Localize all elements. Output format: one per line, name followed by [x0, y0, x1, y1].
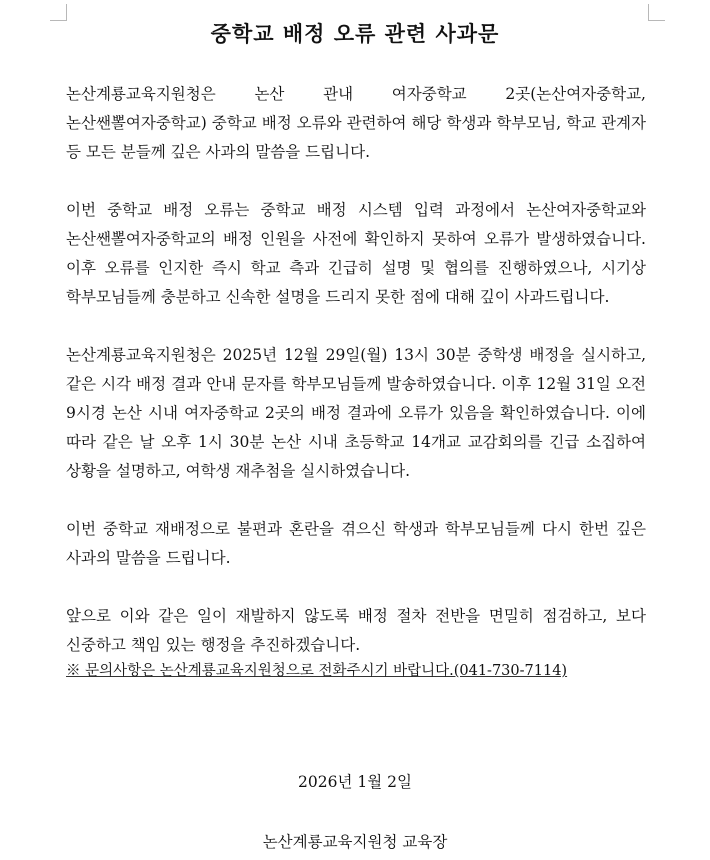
paragraph-timeline: 논산계룡교육지원청은 2025년 12월 29일(월) 13시 30분 중학생 배정을 실시하고, 같은 시각 배정 결과 안내 문자를 학부모님들께 발송하였습니다. 이후 12월 31일 오전 9시경 논산 시내 여자중학교 2곳의 배정 결과에 오류가 있음을 확인하였습니다. 이에 따라 같은 날 오후 1시 30분 논산 시내 초등학교 14개교 교감회의를 긴급 소집하여 상황을 설명하고, 여학생 재추첨을 실시하였습니다. [66, 346, 646, 480]
document-date: 2026년 1월 2일 [298, 773, 412, 791]
contact-notice: ※ 문의사항은 논산계룡교육지원청으로 전화주시기 바랍니다.(041-730-7114) [66, 663, 568, 679]
paragraph-apology-intro: 논산계룡교육지원청은 논산 관내 여자중학교 2곳(논산여자중학교, 논산쌘뽈여자중학교) 중학교 배정 오류와 관련하여 해당 학생과 학부모님, 학교 관계자 등 모든 분들께 깊은 사과의 말씀을 드립니다. [66, 85, 646, 161]
paragraph-reassignment-apology: 이번 중학교 재배정으로 불편과 혼란을 겪으신 학생과 학부모님들께 다시 한번 깊은 사과의 말씀을 드립니다. [66, 520, 646, 567]
issuer-signature: 논산계룡교육지원청 교육장 [262, 833, 448, 851]
paragraph-error-cause: 이번 중학교 배정 오류는 중학교 배정 시스템 입력 과정에서 논산여자중학교와 논산쌘뽈여자중학교의 배정 인원을 사전에 확인하지 못하여 오류가 발생하였습니다. 이후 오류를 인지한 즉시 학교 측과 긴급히 설명 및 협의를 진행하였으나, 시기상 학부모님들께 충분하고 신속한 설명을 드리지 못한 점에 대해 깊이 사과드립니다. [66, 201, 646, 306]
document-body [66, 80, 646, 682]
document-title: 중학교 배정 오류 관련 사과문 [210, 21, 500, 46]
paragraph-future-commitment: 앞으로 이와 같은 일이 재발하지 않도록 배정 절차 전반을 면밀히 점검하고, 보다 신중하고 책임 있는 행정을 추진하겠습니다. [66, 607, 646, 654]
